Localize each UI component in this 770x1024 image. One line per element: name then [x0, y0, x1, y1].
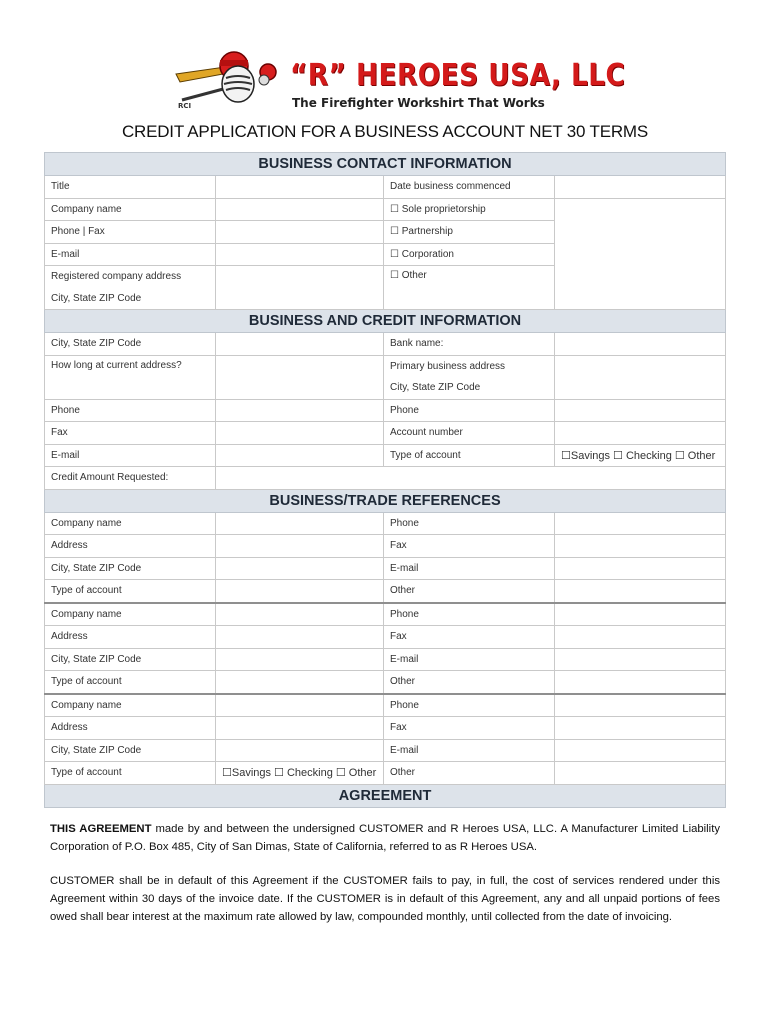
- title-input[interactable]: [216, 176, 384, 199]
- field-label-title: Title: [45, 176, 216, 199]
- field-label-account-number: Account number: [384, 422, 555, 445]
- field-label-email: E-mail: [45, 444, 216, 467]
- field-label-credit-amount: Credit Amount Requested:: [45, 467, 216, 490]
- field-label-city-state-zip: City, State ZIP Code: [45, 648, 216, 671]
- field-label-type-of-account: Type of account: [45, 580, 216, 603]
- field-label-primary-address: Primary business address: [384, 355, 555, 377]
- company-logo: [172, 44, 626, 114]
- field-label-city-state-zip: City, State ZIP Code: [45, 288, 216, 310]
- ref3-fax-input[interactable]: [555, 717, 726, 740]
- corporation-checkbox[interactable]: ☐ Corporation: [384, 243, 555, 266]
- agreement-body-1: made by and between the undersigned CUSTOMER and R Heroes USA, LLC. A Manufacturer Limited Liability Corporation of P.O. Box 485, City of San Dimas, State of California, referred to as R Heroes USA.: [50, 823, 720, 853]
- field-label-phone: Phone: [384, 512, 555, 535]
- ref2-account-type-input[interactable]: [216, 671, 384, 694]
- section-heading-references: BUSINESS/TRADE REFERENCES: [45, 489, 726, 512]
- field-label-primary-city: City, State ZIP Code: [384, 377, 555, 399]
- bank-name-input[interactable]: [555, 333, 726, 356]
- ref2-city-input[interactable]: [216, 648, 384, 671]
- phone-fax-input[interactable]: [216, 221, 384, 244]
- ref1-phone-input[interactable]: [555, 512, 726, 535]
- field-label-company-name: Company name: [45, 198, 216, 221]
- field-label-address: Address: [45, 717, 216, 740]
- credit-application-form: [44, 152, 725, 808]
- field-label-company-name: Company name: [45, 603, 216, 626]
- fax-input[interactable]: [216, 422, 384, 445]
- agreement-paragraph-2: CUSTOMER shall be in default of this Agreement if the CUSTOMER fails to pay, in full, the cost of services rendered under this Agreement within 30 days of the invoice date. If the CUSTOMER is in default of this Agreement, any and all unpaid portions of fees owed shall bear interest at the maximum rate allowed by law, compounded monthly, until collected from the date of invoicing.: [50, 875, 720, 923]
- ref3-city-input[interactable]: [216, 739, 384, 762]
- field-label-bank-phone: Phone: [384, 399, 555, 422]
- phone-input[interactable]: [216, 399, 384, 422]
- svg-text:RCI: RCI: [178, 102, 192, 110]
- ref1-fax-input[interactable]: [555, 535, 726, 558]
- field-label-type-of-account: Type of account: [45, 762, 216, 785]
- field-label-phone-fax: Phone | Fax: [45, 221, 216, 244]
- ref3-address-input[interactable]: [216, 717, 384, 740]
- ref2-fax-input[interactable]: [555, 626, 726, 649]
- field-label-phone: Phone: [45, 399, 216, 422]
- field-label-city-state-zip: City, State ZIP Code: [45, 557, 216, 580]
- field-label-company-name: Company name: [45, 512, 216, 535]
- field-label-address: Address: [45, 535, 216, 558]
- field-label-other: Other: [384, 762, 555, 785]
- field-label-fax: Fax: [384, 535, 555, 558]
- ref3-company-input[interactable]: [216, 694, 384, 717]
- ref2-email-input[interactable]: [555, 648, 726, 671]
- ref1-email-input[interactable]: [555, 557, 726, 580]
- field-label-email: E-mail: [45, 243, 216, 266]
- field-label-fax: Fax: [384, 626, 555, 649]
- company-name-input[interactable]: [216, 198, 384, 221]
- ref1-city-input[interactable]: [216, 557, 384, 580]
- ref3-other-input[interactable]: [555, 762, 726, 785]
- page-title: CREDIT APPLICATION FOR A BUSINESS ACCOUNT NET 30 TERMS: [121, 122, 649, 141]
- field-label-email: E-mail: [384, 557, 555, 580]
- field-label-other: Other: [384, 671, 555, 694]
- ref1-address-input[interactable]: [216, 535, 384, 558]
- field-label-phone: Phone: [384, 603, 555, 626]
- bank-phone-input[interactable]: [555, 399, 726, 422]
- section-heading-contact: BUSINESS CONTACT INFORMATION: [45, 153, 726, 176]
- partnership-checkbox[interactable]: ☐ Partnership: [384, 221, 555, 244]
- field-label-type-of-account: Type of account: [384, 444, 555, 467]
- company-tagline: The Firefighter Workshirt That Works: [292, 96, 545, 110]
- field-label-fax: Fax: [384, 717, 555, 740]
- ref1-other-input[interactable]: [555, 580, 726, 603]
- ref3-email-input[interactable]: [555, 739, 726, 762]
- other-type-checkbox[interactable]: ☐ Other: [384, 266, 555, 310]
- field-label-bank-name: Bank name:: [384, 333, 555, 356]
- section-heading-agreement: AGREEMENT: [45, 784, 726, 807]
- ref1-account-type-input[interactable]: [216, 580, 384, 603]
- agreement-lead: THIS AGREEMENT: [50, 823, 152, 835]
- ref2-other-input[interactable]: [555, 671, 726, 694]
- field-label-phone: Phone: [384, 694, 555, 717]
- section-heading-credit: BUSINESS AND CREDIT INFORMATION: [45, 310, 726, 333]
- registered-address-input[interactable]: [216, 266, 384, 310]
- credit-amount-input[interactable]: [216, 467, 726, 490]
- city-state-zip-input[interactable]: [216, 333, 384, 356]
- ref3-account-type-checkboxes[interactable]: ☐Savings ☐ Checking ☐ Other: [216, 762, 384, 785]
- field-label-type-of-account: Type of account: [45, 671, 216, 694]
- email-input[interactable]: [216, 243, 384, 266]
- field-label-city-state-zip: City, State ZIP Code: [45, 333, 216, 356]
- field-label-address: Address: [45, 626, 216, 649]
- ref2-company-input[interactable]: [216, 603, 384, 626]
- field-label-email: E-mail: [384, 648, 555, 671]
- ref1-company-input[interactable]: [216, 512, 384, 535]
- field-label-city-state-zip: City, State ZIP Code: [45, 739, 216, 762]
- agreement-text: [50, 820, 720, 942]
- sole-proprietorship-checkbox[interactable]: ☐ Sole proprietorship: [384, 198, 555, 221]
- primary-address-input[interactable]: [555, 355, 726, 399]
- field-label-company-name: Company name: [45, 694, 216, 717]
- agreement-paragraph-1: [50, 820, 720, 856]
- account-type-checkboxes[interactable]: ☐Savings ☐ Checking ☐ Other: [555, 444, 726, 467]
- field-label-email: E-mail: [384, 739, 555, 762]
- ref3-phone-input[interactable]: [555, 694, 726, 717]
- business-type-notes-input[interactable]: [555, 198, 726, 310]
- field-label-other: Other: [384, 580, 555, 603]
- field-label-date-commenced: Date business commenced: [384, 176, 555, 199]
- field-label-registered-address: Registered company address: [45, 266, 216, 288]
- account-number-input[interactable]: [555, 422, 726, 445]
- date-commenced-input[interactable]: [555, 176, 726, 199]
- firefighter-mascot-icon: [172, 44, 290, 112]
- field-label-fax: Fax: [45, 422, 216, 445]
- field-label-how-long: How long at current address?: [45, 355, 216, 399]
- credit-email-input[interactable]: [216, 444, 384, 467]
- how-long-input[interactable]: [216, 355, 384, 399]
- company-name: “R” HEROES USA, LLC: [290, 58, 626, 93]
- ref2-address-input[interactable]: [216, 626, 384, 649]
- ref2-phone-input[interactable]: [555, 603, 726, 626]
